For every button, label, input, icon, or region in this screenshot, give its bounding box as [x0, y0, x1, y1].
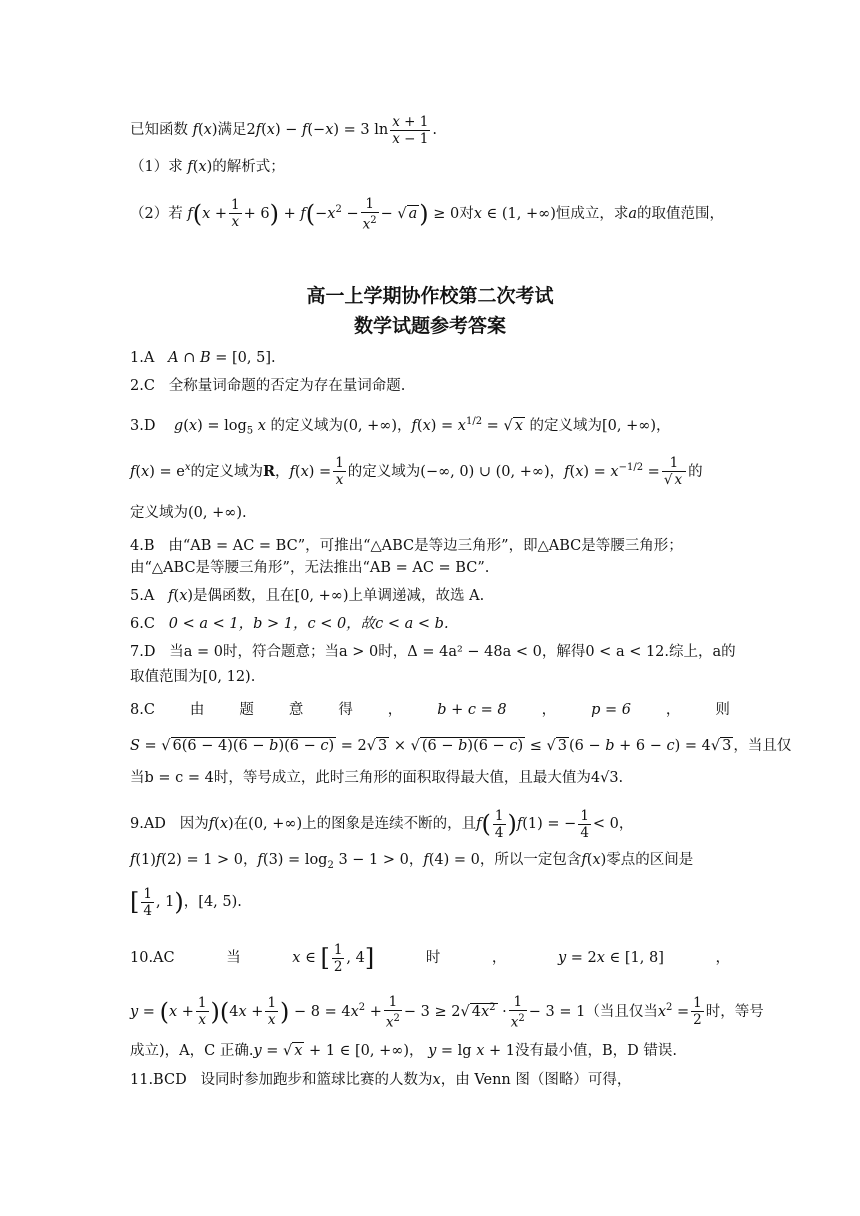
text: 满足: [217, 122, 247, 138]
page-title: 高一上学期协作校第二次考试: [306, 285, 554, 307]
answer-8-line2: S = √ 6(6 − 4)(6 − b)(6 − c) = 2√ 3 × √ (6 − b)(6 − c) ≤ √ 3 (6 − b + 6 − c) = 4√ 3 ，当且仅: [130, 738, 792, 754]
text: 当: [226, 950, 241, 966]
text: ，: [715, 950, 730, 966]
text: ，由 Venn 图（图略）可得，: [440, 1072, 632, 1088]
answer-text: 全称量词命题的否定为存在量词命题.: [168, 378, 406, 394]
text: 时: [425, 950, 441, 966]
answer-2: [130, 376, 730, 396]
text: 上的图象是连续不断的，且: [302, 816, 477, 832]
text: 取值范围为: [130, 669, 203, 685]
answer-4-line1: [130, 536, 730, 556]
answer-label: 1.A: [130, 350, 155, 366]
answer-label: 11.BCD: [130, 1072, 187, 1088]
answer-9-line3: [ $\frac{1}{4}$ , 1)，[4, 5).: [130, 885, 242, 919]
text: ，: [541, 702, 557, 718]
text: 则: [715, 702, 730, 718]
answer-6: [130, 614, 730, 634]
answer-9-line1: 9.AD 因为f(x)在(0, +∞)上的图象是连续不断的，且f( $\frac{1}{4}$ )f(1) = − $\frac{1}{4}$ < 0，: [130, 807, 634, 841]
text: 得: [338, 702, 353, 718]
text: 定义域为: [130, 505, 188, 521]
answer-3-line2: $f(x) = e^x$的定义域为R，f(x) = $\frac{1}{x}$ 的定义域为(−∞, 0) ∪ (0, +∞)，$f(x) = x^{-1/2}$ = $\frac{1}{√ x}$ 的: [130, 455, 703, 489]
answer-label: 6.C: [130, 616, 155, 632]
problem-part2: （2）若 f(x + $\frac{1}{x}$ + $6) + f(-x^2$ − $\frac{1}{x^2}$ − √ a) ≥ 0对x ∈ (1, +∞)恒成立，求a的取值范围，: [130, 195, 725, 233]
text: b + c = 8: [437, 702, 507, 718]
answer-10-line2: y = (x + $\frac{1}{x}$ )(4x + $\frac{1}{x}$ ) − $8 = 4x^2$ + $\frac{1}{x^2}$ − 3 ≥ 2√ $4x^2$ · $\frac{1}{x^2}$ − 3 = 1（当且仅当$x^2$ = $\frac{1}{2}$ 时，等号: [130, 993, 764, 1031]
answer-text: 当b = c = 4时，等号成立，此时三角形的面积取得最大值，且最大值为4√3.: [130, 770, 624, 786]
text: 所以一定包含: [494, 852, 582, 868]
answer-label: 4.B: [130, 538, 155, 554]
answer-5: 5.A f(x)是偶函数，且在[0, +∞)上单调递减，故选 A.: [130, 588, 485, 604]
answer-8-line3: [130, 768, 730, 788]
answer-label: 3.D: [130, 417, 156, 434]
text: 的: [688, 463, 703, 480]
answer-label: 10.AC: [130, 950, 175, 966]
page-subtitle: 数学试题参考答案: [353, 315, 506, 337]
problem-intro: 已知函数 f(x)满足2f(x) − f(−x) = 3 ln $\frac{x + 1}{x - 1}$ .: [130, 113, 437, 147]
answer-4-line2: [130, 558, 730, 578]
answer-text: 由“AB = AC = BC”，可推出“△ABC是等边三角形”，即△ABC是等腰三角形；: [168, 538, 683, 554]
text: 的解析式；: [212, 159, 285, 175]
answer-label: 9.AD: [130, 816, 166, 832]
text: （当且仅当: [585, 1003, 658, 1020]
text: ，: [665, 702, 681, 718]
answer-text: 由“△ABC是等腰三角形”，无法推出“AB = AC = BC”.: [130, 560, 490, 576]
text: 已知函数: [130, 122, 188, 138]
problem-part1: （1）求 f(x)的解析式；: [130, 159, 285, 175]
answer-8-line1: [130, 700, 730, 720]
answer-7-line2: 取值范围为[0, 12).: [130, 669, 256, 685]
answer-10-line1: 10.AC 当 x ∈ [ $\frac{1}{2}$ , 4] 时 ， y = 2x ∈ [1, 8] ，: [130, 941, 730, 975]
answer-label: 5.A: [130, 588, 155, 604]
text: 题: [239, 702, 254, 718]
answer-7-line1: [130, 642, 736, 662]
text: ，: [387, 702, 403, 718]
text: 时，等号: [705, 1003, 764, 1020]
text: 没有最小值，B，D 错误.: [514, 1043, 677, 1059]
text: 的定义域为: [270, 417, 344, 434]
answer-3-line1: 3.D $g(x) = \log_5 x$ 的定义域为(0, +∞)，$f(x) = x^{1/2}$ = √ x 的定义域为[0, +∞)，: [130, 416, 671, 437]
answer-11: 11.BCD 设同时参加跑步和篮球比赛的人数为x，由 Venn 图（图略）可得，: [130, 1072, 632, 1088]
text: （1）求: [130, 159, 183, 175]
answer-label: 8.C: [130, 702, 155, 718]
text: 成立)，A，C 正确.: [130, 1043, 254, 1059]
text: 设同时参加跑步和篮球比赛的人数为: [200, 1072, 433, 1088]
answer-1: 1.A A ∩ B = [0, 5].: [130, 350, 276, 366]
text: 是偶函数，且在: [193, 588, 295, 604]
answer-3-line3: 定义域为(0, +∞).: [130, 505, 247, 521]
text: 对: [459, 205, 474, 222]
text: （2）若: [130, 205, 183, 222]
text: 由: [189, 702, 205, 718]
text: p = 6: [591, 702, 631, 718]
text: 的定义域为: [190, 463, 263, 480]
answer-9-line2: f(1)f(2) = 1 > 0，$f(3) = \log_2 3 - 1 > 0$，f(4) = 0，所以一定包含f(x)零点的区间是: [130, 852, 694, 871]
text: ，当且仅: [733, 738, 792, 754]
answer-label: 2.C: [130, 378, 155, 394]
text: 恒成立，求: [555, 205, 629, 222]
text: 的取值范围，: [637, 205, 725, 222]
text: 意: [288, 702, 304, 718]
text: ，: [491, 950, 507, 966]
answer-text: 0 < a < 1，b > 1，c < 0，故c < a < b.: [168, 616, 449, 632]
answer-10-line3: 成立)，A，C 正确.y = √ x + 1 ∈ [0, +∞)， y = lg x + 1没有最小值，B，D 错误.: [130, 1043, 677, 1059]
text: 上单调递减，故选 A.: [348, 588, 485, 604]
answer-label: 7.D: [130, 644, 156, 660]
text: 的定义域为: [529, 417, 602, 434]
answer-text: 当a = 0时，符合题意；当a > 0时，Δ = 4a² − 48a < 0，解得0 < a < 12.综上，a的: [169, 644, 736, 660]
text: 在: [233, 816, 249, 832]
text: 零点的区间是: [606, 852, 694, 868]
text: 的定义域为: [347, 463, 421, 480]
text: 因为: [179, 816, 209, 832]
